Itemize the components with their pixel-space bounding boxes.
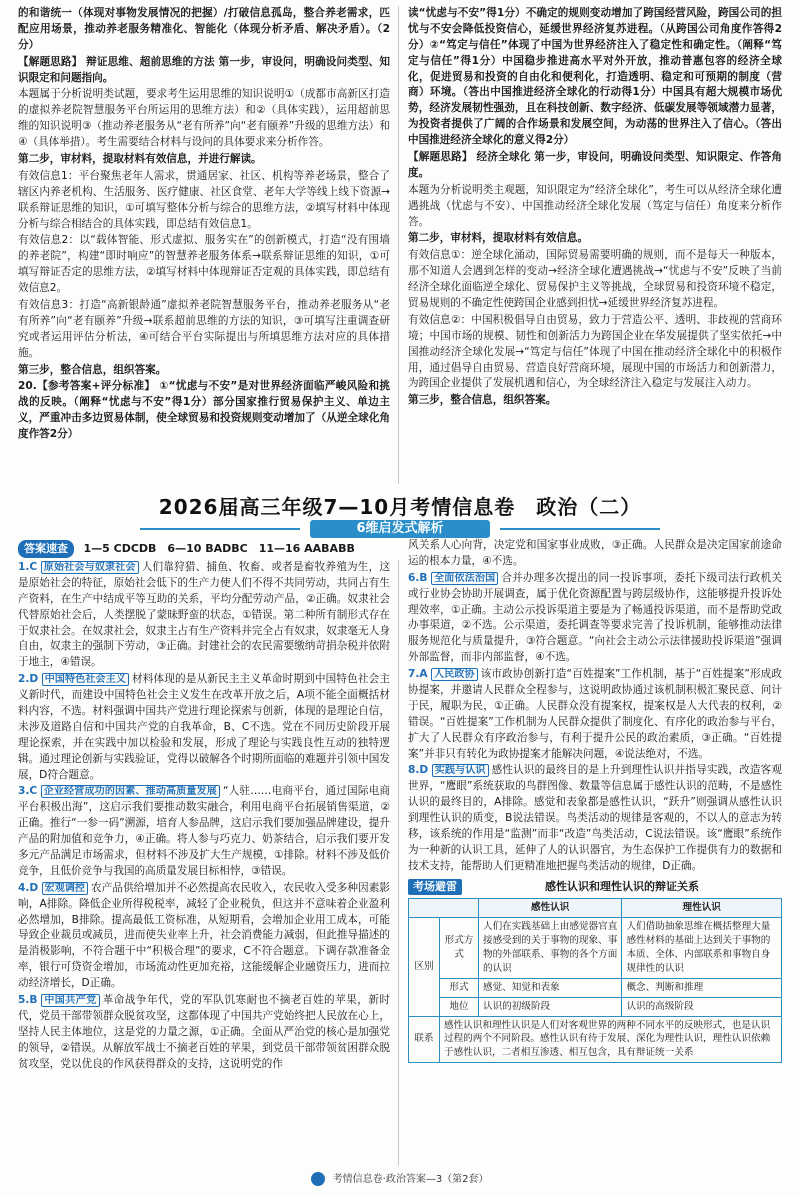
answer-item <box>18 881 390 992</box>
table-cell: 认识的高级阶段 <box>622 997 782 1016</box>
table-cell: 概念、判断和推理 <box>622 978 782 997</box>
paragraph: 第三步，整合信息，组织答案。 <box>18 363 167 376</box>
exam-tip-box <box>408 879 782 1064</box>
top-right-column <box>408 6 782 488</box>
table-cell: 感性认识和理性认识是人们对客观世界的两种不同水平的反映形式，也是认识过程的两个不同阶段。感性认识有待于发展、深化为理性认识，理性认识依赖于感性认识，二者相互渗透、相互包含，具有辩证统一关系 <box>440 1016 782 1063</box>
answer-text: 革命战争年代，党的军队饥寒耐也不摘老百姓的苹果，新时代，党员干部带领群众脱贫攻坚，这都体现了中国共产党始终把人民放在心上，坚持人民主体地位，这是党的力量之源，①正确。全面从严治党的核心是加强党的领导，②错误。从解放军战士不摘老百姓的苹果，到党员干部带领贫困群众脱贫攻坚，党以优良的作风获得群众的支持，这说明党的作 <box>18 994 390 1070</box>
answer-key-label: 答案速查 <box>18 540 74 558</box>
question-number: 5.B <box>18 994 38 1007</box>
answer-text: 风关系人心向背，决定党和国家事业成败，③正确。人民群众是决定国家前途命运的根本力量，④不选。 <box>408 539 782 567</box>
paragraph: 读“忧虑与不安”得1分）不确定的规则变动增加了跨国经营风险，跨国公司的担忧与不安会降低投资信心，延缓世界经济复苏进程。（从跨国公司角度作答得2分）②“笃定与信任”体现了中国为世界经济注入了稳定性和确定性。（阐释“笃定与信任”得1分）中国稳步推进高水平对外开放，推动普惠包容的经济全球化，促进贸易和投资的自由化和便利化，打造透明、稳定和可预期的制度（营商）环境。（答出中国推进经济全球化的行动得1分）中国具有超大规模市场优势，经济发展韧性强劲，且在科技创新、数字经济、低碳发展等领域潜力显著，为投资者提供了广阔的合作场景和发展空间，为动荡的世界注入了信心。（答出中国推进经济全球化的意义得2分） <box>408 7 782 147</box>
table-row-key: 地位 <box>440 997 479 1016</box>
paragraph: 有效信息1：平台聚焦老年人需求，贯通居家、社区、机构等养老场景，整合了辖区内养老机构、生活服务、医疗健康、社区食堂、老年大学等线上线下资源→联系辩证思维的知识，①可填写整体分析与综合的思维方法，②填写材料中体现分析与综合相结合的具体实践，即总结有效信息1。 <box>18 169 390 230</box>
question-number: 8.D <box>408 764 429 777</box>
table-group-label: 区别 <box>409 918 440 1016</box>
exam-tip-header <box>408 879 782 896</box>
table-row <box>409 918 782 979</box>
answer-item <box>18 672 390 783</box>
answer-text: 该市政协创新打造“百姓提案”工作机制，基于“百姓提案”形成政协提案，并邀请人民群众全程参与，这说明政协通过该机制积极汇聚民意、问计于民，履职为民，①正确。人民群众没有提案权，提案权是人大代表的权利，②错误。“百姓提案”工作机制为人民群众提供了制度化、有序化的政治参与平台，扩大了人民群众有序政治参与，有利于提升公民的政治素质，③正确。“百姓提案”并非只有转化为政协提案才能解决问题，④说法绝对，不选。 <box>408 668 782 760</box>
paragraph: 本题属于分析说明类试题，要求考生运用思维的知识说明①（成都市高新区打造的虚拟养老院智慧服务平台所运用的思维方法）和②（具体实践），运用超前思维的知识说明③（推动养老服务从“老有所养”向“老有颐养”升级的思维方法）和④（具体举措）。考生需要结合材料与设问的具体要求来分析作答。 <box>18 88 390 149</box>
topic-tag: 全面依法治国 <box>431 572 498 585</box>
topic-tag: 企业经营成功的因素、推动高质量发展 <box>41 785 220 798</box>
paragraph: 【解题思路】 辩证思维、超前思维的方法 第一步，审设问，明确设问类型、知识限定和问题指向。 <box>18 55 390 84</box>
answer-item <box>408 538 782 570</box>
table-cell: 感觉、知觉和表象 <box>479 978 622 997</box>
paragraph: 20.【参考答案+评分标准】 ①“忧虑与不安”是对世界经济面临严峻风险和挑战的反映。（阐释“忧虑与不安”得1分）部分国家推行贸易保护主义、单边主义，严重冲击多边贸易体制，使全球贸易和投资规则变动增加了（从逆全球化角度作答2分） <box>18 380 390 441</box>
answer-text: 材料体现的是从新民主主义革命时期到中国特色社会主义新时代，而建设中国特色社会主义发生在改革开放之后，A项不能全面概括材料内容，不选。材料强调中国共产党进行理论探索与创新，体现的是理论自信，未涉及道路自信和中国共产党的自我革命，B、C不选。党在不同历史阶段开展理论探索，并在实践中加以检验和发展，形成了理论与实践良性互动的独特逻辑。通过理论创新与实践验证，党得以破解各个时期所面临的难题并引领中国发展，D符合题意。 <box>18 673 390 781</box>
answer-key <box>18 540 390 558</box>
footer-text: 考情信息卷·政治答案—3（第2套） <box>332 1174 489 1185</box>
paragraph: 本题为分析说明类主观题，知识限定为“经济全球化”，考生可以从经济全球化遭遇挑战（忧虑与不安）、中国推动经济全球化发展（笃定与信任）角度来分析作答。 <box>408 183 782 228</box>
question-number: 3.C <box>18 785 38 798</box>
answer-item <box>408 571 782 666</box>
topic-tag: 实践与认识 <box>432 764 489 777</box>
comparison-table <box>408 898 782 1063</box>
table-row-key: 形式方式 <box>440 918 479 979</box>
table-row <box>409 1016 782 1063</box>
question-number: 4.D <box>18 881 39 894</box>
answer-text: 农产品供给增加并不必然提高农民收入，农民收入受多种因素影响，A排除。降低企业所得税税率，减轻了企业税负，但这并不意味着企业盈利必然增加，B排除。提高最低工资标准，从短期看，会增加企业用工成本，可能导致企业裁员或减员，进而使失业率上升，社会消费能力减弱，但此推导描述的是消极影响，不符合题干中“积极合理”的要求，C不符合题意。下调存款准备金率，银行可贷资金增加，市场流动性更加充裕，这能缓解企业融资压力，进而拉动经济增长，D正确。 <box>18 881 390 990</box>
table-row <box>409 978 782 997</box>
exam-tip-tag: 考场避雷 <box>408 879 462 896</box>
table-cell: 人们在实践基础上由感觉器官直接感受到的关于事物的现象、事物的外部联系、事物的各个方面的认识 <box>479 918 622 979</box>
paragraph: 有效信息3：打造“高新银龄通”虚拟养老院智慧服务平台，推动养老服务从“老有所养”向“老有颐养”升级→联系超前思维的方法的知识，③可填写注重调查研究或者运用评估分析法，④可结合平台实际提出与所填思维方法对应的具体措施。 <box>18 299 390 359</box>
table-header-cell <box>409 899 479 918</box>
exam-tip-title: 感性认识和理性认识的辩证关系 <box>545 879 699 893</box>
table-row-key: 形式 <box>440 978 479 997</box>
question-number: 1.C <box>18 561 38 573</box>
top-left-column <box>18 6 390 488</box>
paragraph: 第二步，审材料，提取材料有效信息。 <box>408 232 589 245</box>
table-group-label: 联系 <box>409 1016 440 1063</box>
topic-tag: 原始社会与奴隶社会 <box>41 561 139 574</box>
question-number: 7.A <box>408 668 428 681</box>
paragraph: 有效信息②：中国积极倡导自由贸易，致力于营造公平、透明、非歧视的营商环境；中国市场的规模、韧性和创新活力为跨国企业在华发展提供了坚实依托→中国推动经济全球化发展→“笃定与信任”体现了中国在推动经济全球化中的积极作用，通过倡导自由贸易、营造良好营商环境，展现中国的市场活力和创新潜力，为跨国企业提供了发展机遇和信心，为全球经济注入稳定与发展注入动力。 <box>408 313 782 390</box>
publisher-logo-icon <box>311 1172 325 1186</box>
section-ribbon: 6维启发式解析 <box>310 520 490 538</box>
topic-tag: 人民政协 <box>431 668 478 681</box>
paragraph: 第二步，审材料，提取材料有效信息，并进行解读。 <box>18 153 262 166</box>
question-number: 6.B <box>408 571 428 584</box>
answer-text: 合并办理多次提出的同一投诉事项，委托下级司法行政机关或行业协会协助开展调查，属于优化资源配置与跨层级协作，这能够提升投诉处理效率，①正确。主动公示投诉渠道主要是为了畅通投诉渠道，而不是帮助党政办事渠道，②不选。公示渠道，委托调查等要求完善了投诉机制，能够推动法律服务规范化与质量提升，③符合题意。“向社会主动公示法律援助投诉渠道”强调外部监督，而非内部监督，④不选。 <box>408 571 782 664</box>
question-number: 2.D <box>18 673 39 686</box>
topic-tag: 中国特色社会主义 <box>42 673 129 686</box>
answer-item <box>18 560 390 671</box>
table-header-row <box>409 899 782 918</box>
table-header-cell: 感性认识 <box>479 899 622 918</box>
table-header-cell: 理性认识 <box>622 899 782 918</box>
answer-item <box>18 784 390 879</box>
paragraph: 第三步，整合信息，组织答案。 <box>408 394 557 407</box>
answer-text: 人们靠狩猎、捕鱼、牧畜、或者是畜牧养殖为生，这是原始社会的特征，原始社会低下的生产力使人们不得不共同劳动，共同占有生产资料，在生产中结成平等互助的关系，平均分配劳动产品，②正确。奴隶社会代替原始社会后，人类摆脱了蒙昧野蛮的状态，①错误。第二种所有制形式存在于奴隶社会。在奴隶社会，奴隶主占有生产资料并完全占有奴隶，奴隶毫无人身自由，奴隶主的强制下劳动，③正确。封建社会的农民需要缴纳苛捐杂税并依附于地主，④错误。 <box>18 561 390 669</box>
column-divider-bottom <box>398 560 399 1166</box>
bottom-left-column <box>18 560 390 1168</box>
table-cell: 认识的初级阶段 <box>479 997 622 1016</box>
page-title: 2026届高三年级7—10月考情信息卷 政治（二） <box>158 495 642 519</box>
paragraph: 的和谐统一（体现对事物发展情况的把握）/打破信息孤岛，整合养老需求，匹配应用场景，推动养老服务精准化、智能化（体现分析矛盾、解决矛盾）。（2分） <box>18 7 390 51</box>
table-row <box>409 997 782 1016</box>
topic-tag: 宏观调控 <box>42 882 88 895</box>
table-cell: 人们借助抽象思维在概括整理大量感性材料的基础上达到关于事物的本质、全体、内部联系和事物自身规律性的认识 <box>622 918 782 979</box>
answer-item <box>18 993 390 1072</box>
paragraph: 【解题思路】 经济全球化 第一步，审设问，明确设问类型、知识限定、作答角度。 <box>408 151 782 179</box>
paragraph: 有效信息2：以“载体智能、形式虚拟、服务实在”的创新模式，打造“没有围墙的养老院”，构建“即时响应”的智慧养老服务体系→联系辩证思维的知识，①可填写辩证否定的思维方法，②填写材料中体现辩证否定观的具体实践，即总结有效信息2。 <box>18 234 390 295</box>
topic-tag: 中国共产党 <box>41 994 99 1007</box>
bottom-right-column <box>408 538 782 1170</box>
column-divider <box>398 6 399 484</box>
answer-text: 感性认识的最终目的是上升到理性认识并指导实践，改造客观世界，“鹰眼”系统获取的鸟群图像、数量等信息属于感性认识的范畴，不是感性认识的最终目的，A排除。感觉和表象都是感性认识，“跃升”则强调从感性认识到理性认识的质变，B说法错误。鸟类活动的规律是客观的，不以人的意志为转移，该系统的作用是“监测”而非“改造”鸟类活动，C说法错误。该“鹰眼”系统作为一种新的认识工具，延伸了人的认识器官，为生态保护工作提供有力的数据和技术支持，能帮助人们更精准地把握鸟类活动的规律，D正确。 <box>408 764 782 872</box>
answer-key-text: 1—5 CDCDB 6—10 BADBC 11—16 AABABB <box>83 542 355 555</box>
answer-text: “人驻……电商平台，通过国际电商平台积极出海”，这启示我们要推动数实融合，利用电商平台拓展销售渠道，②正确。推行“一参一码”溯源，培育人参品牌，这启示我们要加强品牌建设，提升产品的附加值和竞争力，④正确。将人参与巧克力、奶茶结合，启示我们要开发多元产品满足市场需求，但材料不涉及扩大生产规模，①排除。材料不涉及低价竞争，且低价竞争与我国的高质量发展目标相悖，③错误。 <box>18 785 390 877</box>
paragraph: 有效信息①：逆全球化涌动，国际贸易需要明确的规则，而不是每天一种版本，那不知道人会遇到怎样的变动→经济全球化遭遇挑战→“忧虑与不安”反映了当前经济全球化面临逆全球化、贸易保护主义等挑战，全球贸易和投资环境不稳定，贸易规则的不确定性使跨国企业感到担忧→延缓世界经济复苏进程。 <box>408 249 782 310</box>
answer-item <box>408 763 782 874</box>
answer-item <box>408 667 782 762</box>
page-footer <box>0 1172 800 1190</box>
